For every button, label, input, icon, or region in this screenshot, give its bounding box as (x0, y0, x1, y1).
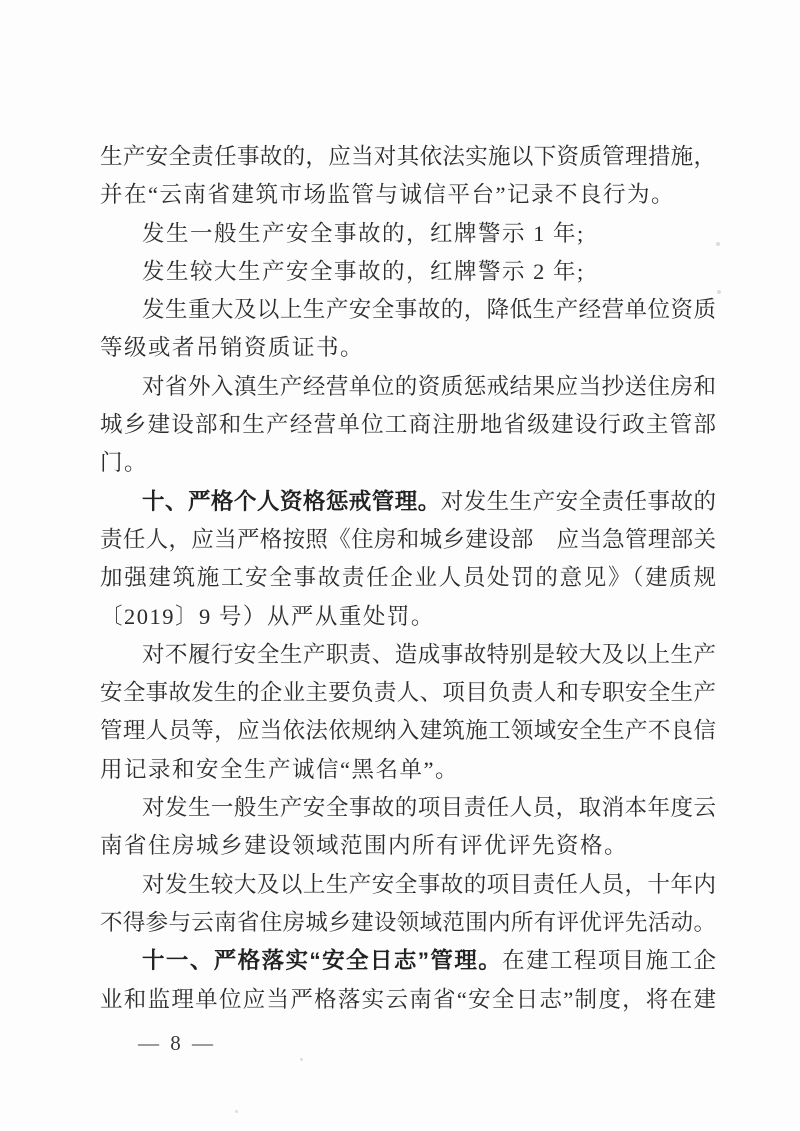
text-line (100, 789, 716, 827)
page-number: — 8 — (138, 1031, 216, 1055)
text-segment: 加强建筑施工安全事故责任企业人员处罚的意见》（建质规 (100, 565, 716, 591)
section-heading-segment: 十一、严格落实“安全日志”管理。 (142, 948, 503, 974)
text-line (100, 483, 716, 521)
text-line (100, 559, 716, 597)
text-segment: 对省外入滇生产经营单位的资质惩戒结果应当抄送住房和 (142, 373, 716, 399)
text-segment: 南省住房城乡建设领域范围内所有评优评先资格。 (100, 833, 629, 859)
text-line (100, 827, 716, 865)
text-line (100, 866, 716, 904)
text-line (100, 291, 716, 329)
text-segment: 对不履行安全生产职责、造成事故特别是较大及以上生产 (142, 641, 716, 667)
text-segment: 责任人，应当严格按照《住房和城乡建设部 应当急管理部关 (100, 526, 716, 552)
paragraph (100, 789, 716, 866)
text-segment: 在建工程项目施工企 (502, 948, 716, 974)
text-segment: 用记录和安全生产诚信“黑名单”。 (100, 756, 459, 782)
text-segment: 安全事故发生的企业主要负责人、项目负责人和专职安全生产 (100, 680, 716, 706)
text-segment: 发生较大生产安全事故的，红牌警示 2 年; (142, 258, 585, 284)
scan-speck (300, 1058, 303, 1061)
paragraph (100, 291, 716, 368)
scan-speck (717, 290, 721, 294)
text-line (100, 712, 716, 750)
paragraph (100, 866, 716, 943)
text-line (100, 406, 716, 444)
document-body (100, 138, 716, 1019)
text-segment: 城乡建设部和生产经营单位工商注册地省级建设行政主管部 (100, 412, 716, 438)
text-line (100, 751, 716, 789)
text-line (100, 329, 716, 367)
text-line (100, 674, 716, 712)
paragraph (100, 368, 716, 483)
paragraph (100, 483, 716, 636)
text-line (100, 215, 716, 253)
text-line (100, 176, 716, 214)
text-segment: 发生一般生产安全事故的，红牌警示 1 年; (142, 220, 585, 246)
text-segment: 业和监理单位应当严格落实云南省“安全日志”制度，将在建 (100, 986, 716, 1012)
text-segment: 对发生较大及以上生产安全事故的项目责任人员，十年内 (142, 871, 716, 897)
text-segment: 门。 (100, 450, 149, 476)
paragraph (100, 138, 716, 215)
text-line (100, 521, 716, 559)
text-line (100, 598, 716, 636)
paragraph (100, 215, 716, 253)
text-line (100, 253, 716, 291)
text-segment: 并在“云南省建筑市场监管与诚信平台”记录不良行为。 (100, 182, 675, 208)
text-segment: 对发生一般生产安全事故的项目责任人员，取消本年度云 (142, 795, 716, 821)
text-line (100, 138, 716, 176)
text-line (100, 904, 716, 942)
text-line (100, 942, 716, 980)
text-segment: 生产安全责任事故的，应当对其依法实施以下资质管理措施， (100, 144, 716, 169)
scan-speck (235, 1110, 238, 1113)
text-segment: 对发生生产安全责任事故的 (440, 488, 716, 514)
text-segment: 管理人员等，应当依法依规纳入建筑施工领域安全生产不良信 (100, 718, 716, 744)
scan-speck (716, 242, 720, 246)
paragraph (100, 253, 716, 291)
text-segment: 不得参与云南省住房城乡建设领域范围内所有评优评先活动。 (100, 909, 716, 935)
text-segment: 发生重大及以上生产安全事故的，降低生产经营单位资质 (142, 297, 716, 323)
paragraph (100, 636, 716, 789)
text-line (100, 636, 716, 674)
text-line (100, 981, 716, 1019)
text-line (100, 368, 716, 406)
text-segment: 等级或者吊销资质证书。 (100, 335, 365, 361)
text-segment: 〔2019〕9 号）从严从重处罚。 (100, 603, 435, 629)
section-heading-segment: 十、严格个人资格惩戒管理。 (142, 488, 441, 514)
text-line (100, 444, 716, 482)
paragraph (100, 942, 716, 1019)
